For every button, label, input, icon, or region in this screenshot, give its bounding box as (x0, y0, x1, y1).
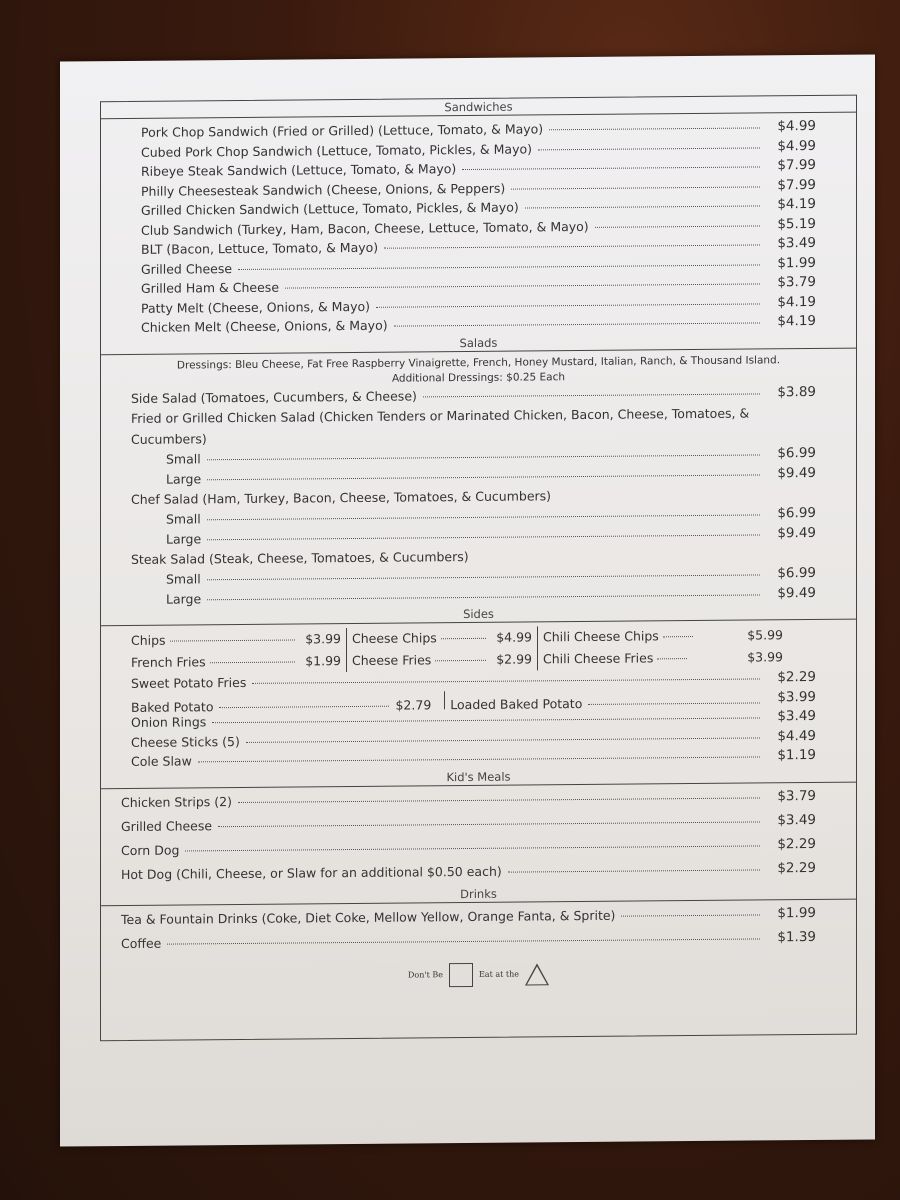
item-price: $5.99 (747, 627, 783, 643)
leader-dots (207, 574, 760, 580)
item-price: $7.99 (777, 176, 816, 193)
leader-dots (549, 127, 760, 130)
leader-dots (198, 756, 760, 762)
leader-dots (207, 594, 760, 600)
menu-item (543, 624, 793, 648)
item-name: French Fries (131, 654, 206, 670)
salad-heading-cont: Cucumbers) (131, 431, 207, 447)
item-price: $3.99 (777, 688, 816, 705)
item-price: $3.99 (747, 649, 783, 665)
leader-dots (238, 264, 760, 270)
item-name: Onion Rings (131, 714, 207, 730)
leader-dots (285, 283, 760, 288)
item-name: Cheese Fries (352, 652, 432, 669)
leader-dots (441, 638, 486, 639)
item-name: Grilled Ham & Cheese (141, 279, 280, 296)
sides-col (543, 624, 793, 670)
item-price: $9.49 (777, 584, 816, 601)
item-price: $1.39 (777, 928, 816, 945)
item-name: Hot Dog (Chili, Cheese, or Slaw for an additional $0.50 each) (121, 863, 502, 882)
item-name: Grilled Chicken Sandwich (Lettuce, Tomato, Pickles, & Mayo) (141, 199, 519, 218)
leader-dots (423, 393, 760, 397)
item-name: Chicken Strips (2) (121, 793, 232, 810)
item-price: $2.29 (777, 835, 816, 852)
item-name: Cheese Chips (352, 630, 437, 647)
leader-dots (207, 514, 760, 520)
sides-col (352, 626, 532, 672)
item-price: $3.49 (777, 811, 816, 828)
leader-dots (621, 914, 760, 916)
dressings-note: Dressings: Bleu Cheese, Fat Free Raspberry Vinaigrette, French, Honey Mustard, Italian, Ranch, & Thousand Island. (176, 353, 781, 372)
leader-dots (663, 636, 693, 637)
item-price: $4.19 (777, 312, 816, 330)
item-price: $2.99 (496, 651, 532, 667)
slogan-text: Eat at the (478, 969, 519, 979)
menu-item (131, 650, 341, 674)
leader-dots (376, 303, 760, 307)
item-name: Ribeye Steak Sandwich (Lettuce, Tomato, & Mayo) (141, 161, 457, 179)
leader-dots (218, 821, 760, 827)
leader-dots (210, 662, 296, 664)
leader-dots (384, 244, 760, 248)
sides-grid (101, 624, 856, 675)
item-price: $3.89 (777, 383, 816, 400)
item-name: Cubed Pork Chop Sandwich (Lettuce, Tomato, Pickles, & Mayo) (141, 140, 532, 160)
item-price: $7.99 (777, 156, 816, 174)
item-price: $6.99 (777, 504, 816, 522)
leader-dots (219, 705, 389, 707)
menu-item (352, 626, 532, 650)
item-price: $6.99 (777, 564, 816, 582)
sides-col (131, 628, 341, 674)
leader-dots (212, 717, 760, 723)
item-price: $2.29 (777, 668, 816, 686)
menu-item (131, 628, 341, 652)
menu-paper (60, 54, 875, 1146)
column-divider (444, 691, 445, 709)
leader-dots (252, 678, 760, 683)
item-name: Patty Melt (Cheese, Onions, & Mayo) (141, 298, 371, 316)
sandwiches-list (101, 117, 856, 338)
leader-dots (588, 702, 760, 704)
item-price: $3.79 (777, 273, 816, 291)
item-price: $4.49 (777, 727, 816, 744)
item-price: $3.49 (777, 707, 816, 725)
additional-dressings-note: Additional Dressings: $0.25 Each (391, 370, 566, 385)
item-name: Coffee (121, 935, 162, 951)
size-label: Large (166, 530, 202, 547)
salad-heading: Steak Salad (Steak, Cheese, Tomatoes, & Cucumbers) (131, 548, 469, 567)
leader-dots (595, 225, 760, 227)
column-divider (537, 626, 538, 670)
item-name: Cheese Sticks (5) (131, 733, 240, 750)
item-name: Baked Potato (131, 698, 214, 715)
leader-dots (394, 322, 760, 326)
square-icon (449, 962, 473, 986)
item-name: Pork Chop Sandwich (Fried or Grilled) (Lettuce, Tomato, & Mayo) (141, 121, 544, 140)
salad-heading: Fried or Grilled Chicken Salad (Chicken Tenders or Marinated Chicken, Bacon, Cheese, Tomatoes, & (131, 405, 750, 426)
leader-dots (462, 166, 760, 170)
size-label: Large (166, 590, 202, 607)
leader-dots (207, 534, 760, 540)
item-price: $1.19 (777, 746, 816, 764)
item-name: Loaded Baked Potato (450, 695, 583, 712)
item-name: Tea & Fountain Drinks (Coke, Diet Coke, Mellow Yellow, Orange Fanta, & Sprite) (121, 907, 616, 927)
section-title-kids: Kid's Meals (446, 769, 511, 784)
item-name: Sweet Potato Fries (131, 674, 247, 691)
leader-dots (238, 797, 760, 803)
item-price: $2.29 (777, 859, 816, 876)
leader-dots (167, 938, 760, 944)
section-title-sandwiches: Sandwiches (444, 99, 513, 115)
menu-frame (100, 95, 857, 1042)
leader-dots (246, 737, 760, 742)
item-price: $1.99 (305, 653, 341, 669)
salad-heading: Chef Salad (Ham, Turkey, Bacon, Cheese, Tomatoes, & Cucumbers) (131, 488, 552, 507)
item-name: Chili Cheese Chips (543, 628, 659, 645)
leader-dots (657, 658, 687, 659)
column-divider (346, 628, 347, 672)
item-name: Chicken Melt (Cheese, Onions, & Mayo) (141, 317, 388, 335)
item-name: Chips (131, 632, 166, 648)
item-name: Chili Cheese Fries (543, 650, 654, 667)
leader-dots (538, 147, 760, 150)
item-price: $4.99 (496, 629, 532, 645)
size-label: Large (166, 470, 202, 487)
item-price: $9.49 (777, 524, 816, 541)
item-name: Cole Slaw (131, 753, 192, 769)
leader-dots (511, 186, 760, 189)
item-price: $4.99 (777, 137, 816, 154)
item-name: Philly Cheesesteak Sandwich (Cheese, Onions, & Peppers) (141, 180, 506, 199)
menu-item (543, 646, 793, 670)
size-label: Small (166, 451, 201, 467)
item-price: $4.99 (777, 117, 816, 135)
section-title-salads: Salads (459, 335, 498, 350)
section-title-drinks: Drinks (460, 886, 497, 901)
triangle-icon (525, 963, 549, 985)
leader-dots (170, 640, 296, 642)
leader-dots (207, 474, 760, 480)
footer-slogan (101, 959, 856, 990)
item-name: Corn Dog (121, 842, 180, 858)
slogan-text: Don't Be (408, 970, 443, 980)
item-price: $3.99 (305, 631, 341, 647)
item-price: $4.19 (777, 293, 816, 310)
leader-dots (525, 205, 760, 208)
item-price: $3.49 (777, 234, 816, 252)
leader-dots (185, 845, 760, 851)
item-price: $2.79 (395, 696, 432, 713)
leader-dots (435, 660, 486, 661)
section-title-sides: Sides (463, 606, 494, 622)
item-name: Club Sandwich (Turkey, Ham, Bacon, Cheese, Lettuce, Tomato, & Mayo) (141, 218, 589, 238)
item-price: $3.79 (777, 787, 816, 804)
item-name: Grilled Cheese (141, 260, 233, 277)
item-price: $6.99 (777, 444, 816, 462)
leader-dots (508, 869, 760, 872)
item-name: BLT (Bacon, Lettuce, Tomato, & Mayo) (141, 239, 379, 257)
item-price: $9.49 (777, 464, 816, 481)
item-name: Grilled Cheese (121, 817, 213, 834)
item-price: $5.19 (777, 215, 816, 232)
item-price: $1.99 (777, 254, 816, 271)
size-label: Small (166, 511, 201, 527)
menu-item (352, 648, 532, 672)
item-name: Side Salad (Tomatoes, Cucumbers, & Cheese) (131, 387, 417, 406)
size-label: Small (166, 571, 201, 587)
leader-dots (207, 454, 760, 460)
item-price: $1.99 (777, 904, 816, 921)
item-price: $4.19 (777, 195, 816, 213)
